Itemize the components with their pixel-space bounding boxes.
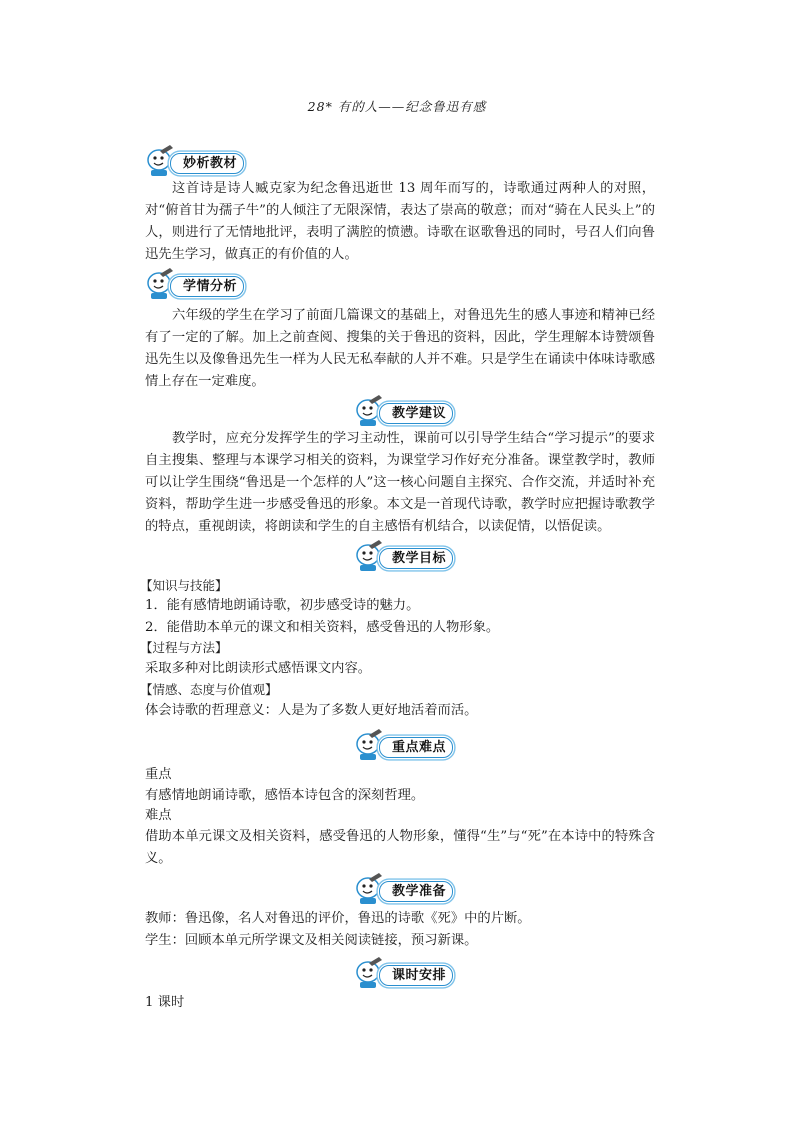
goal-item-2: 2．能借助本单元的课文和相关资料，感受鲁迅的人物形象。 [145,620,500,635]
process-label: 【过程与方法】 [140,640,228,655]
difficulty-text: 借助本单元课文及相关资料，感受鲁迅的人物形象，懂得“生”与“死”在本诗中的特殊含义。 [145,829,655,866]
students-text: 六年级的学生在学习了前面几篇课文的基础上，对鲁迅先生的感人事迹和精神已经有了一定的了解。加上之前查阅、搜集的关于鲁迅的资料，因此，学生理解本诗赞颂鲁迅先生以及像鲁迅先生一样为人民无私奉献的人并不难。只是学生在诵读中体味诗歌感情上存在一定难度。 [145,308,655,389]
suggestions-text: 教学时，应充分发挥学生的学习主动性，课前可以引导学生结合“学习提示”的要求自主搜集、整理与本课学习相关的资料，为课堂学习作好充分准备。课堂教学时，教师可以让学生围绕“鲁迅是一个怎样的人”这一核心问题自主探究、合作交流，并适时补充资料，帮助学生进一步感受鲁迅的形象。本文是一首现代诗歌，教学时应把握诗歌教学的特点，重视朗读，将朗读和学生的自主感悟有机结合，以读促情，以悟促读。 [145,431,655,534]
key-label: 重点 [145,767,172,782]
prep-student: 学生：回顾本单元所学课文及相关阅读链接，预习新课。 [145,933,478,948]
knowledge-label: 【知识与技能】 [140,578,228,593]
emotion-text: 体会诗歌的哲理意义：人是为了多数人更好地活着而活。 [145,703,478,718]
emotion-label: 【情感、态度与价值观】 [140,682,278,697]
goal-item-1: 1．能有感情地朗诵诗歌，初步感受诗的魅力。 [145,598,420,613]
analysis-text: 这首诗是诗人臧克家为纪念鲁迅逝世 13 周年而写的，诗歌通过两种人的对照，对“俯首甘为孺子牛”的人倾注了无限深情，表达了崇高的敬意；而对“骑在人民头上”的人，则进行了无情地批评，表明了满腔的愤懑。诗歌在讴歌鲁迅的同时，号召人们向鲁迅先生学习，做真正的有价值的人。 [145,181,655,262]
process-text: 采取多种对比朗读形式感悟课文内容。 [145,661,372,676]
key-text: 有感情地朗诵诗歌，感悟本诗包含的深刻哲理。 [145,788,425,803]
prep-teacher: 教师：鲁迅像，名人对鲁迅的评价，鲁迅的诗歌《死》中的片断。 [145,911,531,926]
schedule-text: 1 课时 [145,995,185,1010]
difficulty-label: 难点 [145,808,172,823]
page-title: 28* 有的人——纪念鲁迅有感 [307,99,487,114]
